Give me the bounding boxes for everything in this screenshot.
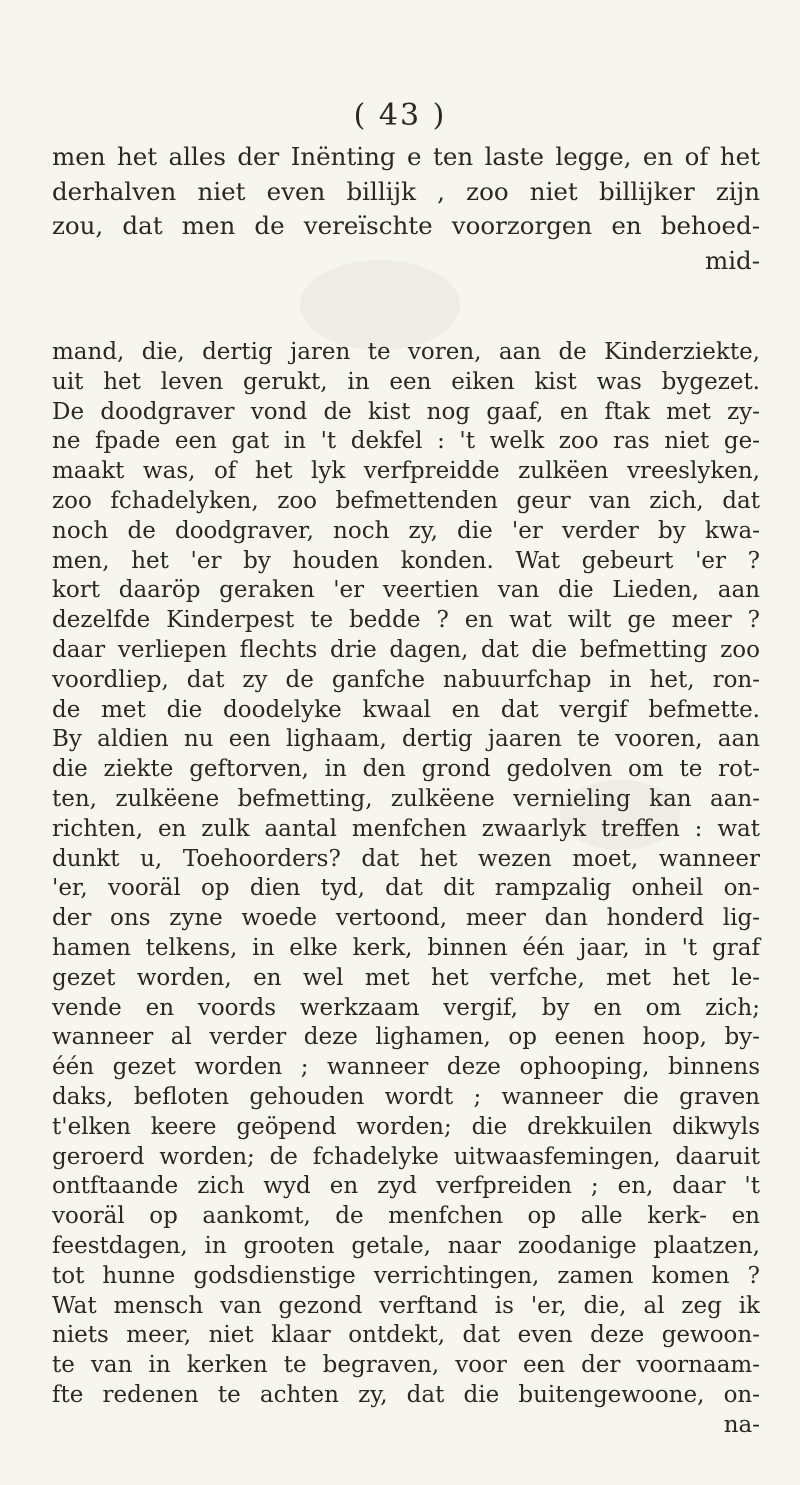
text-line: By aldien nu een lighaam, dertig jaaren te vooren, aan: [52, 726, 760, 753]
text-line: vende en voords werkzaam vergif, by en om zich;: [52, 994, 760, 1021]
text-line: ten, zulkëene befmetting, zulkëene vernieling kan aan-: [52, 785, 760, 812]
text-line: de met die doodelyke kwaal en dat vergif befmette.: [52, 696, 760, 723]
catchword: mid-: [704, 245, 760, 275]
text-line: zou, dat men de vereïschte voorzorgen en behoed-: [52, 211, 760, 240]
text-line: ontftaande zich wyd en zyd verfpreiden ; en, daar 't: [52, 1173, 760, 1200]
text-line: daks, befloten gehouden wordt ; wanneer die graven: [52, 1083, 760, 1110]
text-line: gezet worden, en wel met het verfche, met het le-: [52, 964, 760, 991]
catchword: na-: [723, 1411, 760, 1438]
text-line: mand, die, dertig jaren te voren, aan de Kinderziekte,: [52, 339, 760, 365]
text-line: dunkt u, Toehoorders? dat het wezen moet, wanneer: [52, 845, 760, 872]
text-line: fte redenen te achten zy, dat die buitengewoone, on-: [52, 1381, 760, 1408]
text-line: De doodgraver vond de kist nog gaaf, en ftak met zy-: [52, 398, 760, 425]
text-line: vooräl op aankomt, de menfchen op alle kerk- en: [52, 1203, 760, 1230]
text-line: noch de doodgraver, noch zy, die 'er verder by kwa-: [52, 517, 760, 544]
text-line: men, het 'er by houden konden. Wat gebeurt 'er ?: [52, 547, 760, 574]
text-line: zoo fchadelyken, zoo befmettenden geur van zich, dat: [52, 487, 760, 514]
text-line: uit het leven gerukt, in een eiken kist was bygezet.: [52, 368, 760, 395]
text-line: derhalven niet even billijk , zoo niet billijker zijn: [52, 176, 760, 206]
text-line: dezelfde Kinderpest te bedde ? en wat wilt ge meer ?: [52, 607, 760, 634]
main-paragraph: [52, 338, 760, 1440]
text-line: tot hunne godsdienstige verrichtingen, zamen komen ?: [52, 1262, 760, 1289]
text-line: te van in kerken te begraven, voor een der voornaam-: [52, 1352, 760, 1379]
text-line: t'elken keere geöpend worden; die drekkuilen dikwyls: [52, 1113, 760, 1140]
text-line: feestdagen, in grooten getale, naar zoodanige plaatzen,: [52, 1232, 760, 1259]
text-line: men het alles der Inënting e ten laste legge, en of het: [52, 142, 760, 171]
text-line: voordliep, dat zy de ganfche nabuurfchap in het, ron-: [52, 666, 760, 693]
text-line: één gezet worden ; wanneer deze ophooping, binnens: [52, 1054, 760, 1081]
text-line: hamen telkens, in elke kerk, binnen één jaar, in 't graf: [52, 934, 760, 961]
text-line: Wat mensch van gezond verftand is 'er, die, al zeg ik: [52, 1292, 760, 1319]
text-line: maakt was, of het lyk verfpreidde zulkëen vreeslyken,: [52, 458, 760, 485]
text-line: ne fpade een gat in 't dekfel : 't welk zoo ras niet ge-: [52, 428, 760, 455]
text-line: niets meer, niet klaar ontdekt, dat even deze gewoon-: [52, 1322, 760, 1349]
text-line: geroerd worden; de fchadelyke uitwaasfemingen, daaruit: [52, 1143, 760, 1170]
text-line: der ons zyne woede vertoond, meer dan honderd lig-: [52, 905, 760, 932]
text-line: kort daaröp geraken 'er veertien van die Lieden, aan: [52, 577, 760, 604]
text-line: richten, en zulk aantal menfchen zwaarlyk treffen : wat: [52, 815, 760, 842]
text-line: wanneer al verder deze lighamen, op eenen hoop, by-: [52, 1024, 760, 1051]
top-paragraph: [52, 140, 760, 278]
text-line: die ziekte geftorven, in den grond gedolven om te rot-: [52, 756, 760, 783]
page-number: ( 43 ): [353, 98, 447, 133]
text-line: 'er, vooräl op dien tyd, dat dit rampzalig onheil on-: [52, 875, 760, 902]
text-line: daar verliepen flechts drie dagen, dat die befmetting zoo: [52, 636, 760, 663]
